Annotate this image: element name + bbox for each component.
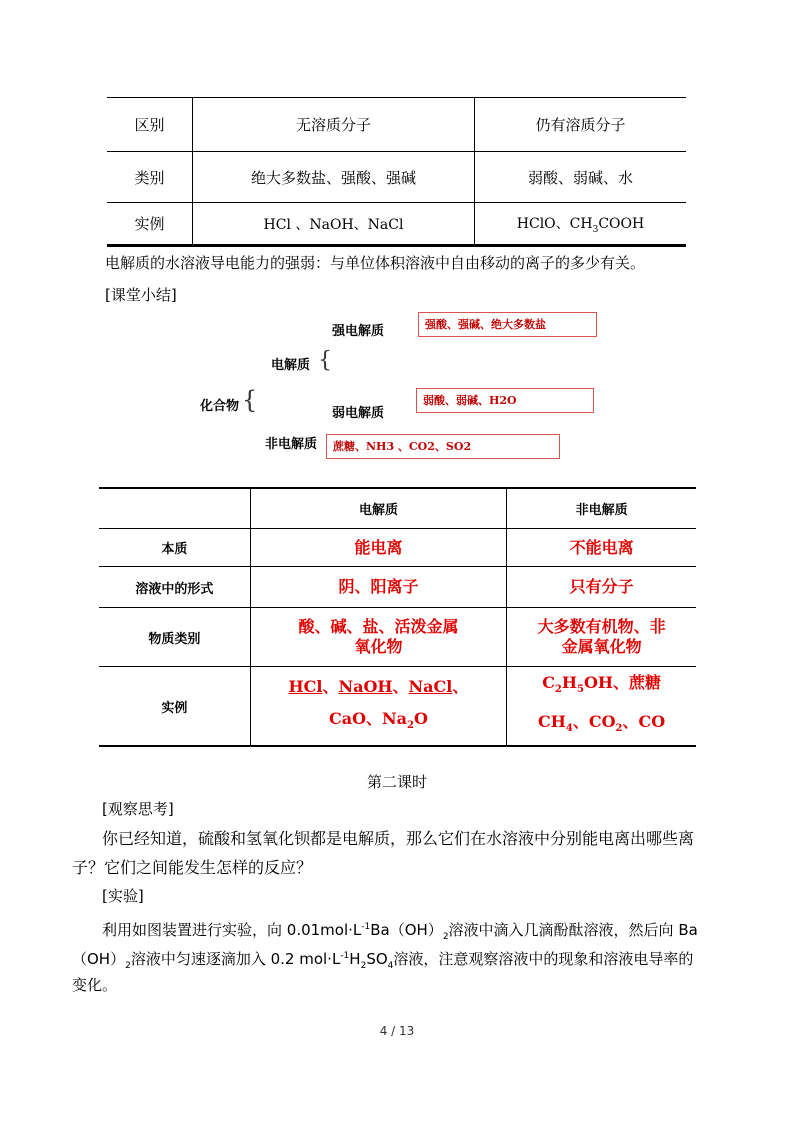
subscript: 2 <box>125 961 131 971</box>
table-cell: 绝大多数盐、强酸、强碱 <box>193 152 475 203</box>
table-cell: 能电离 <box>250 529 507 567</box>
subscript: 2 <box>407 719 414 731</box>
subscript: 4 <box>565 723 573 735</box>
table-cell: 电解质 <box>250 488 507 529</box>
brace-icon: { <box>318 348 332 373</box>
table-cell: 类别 <box>107 152 193 203</box>
table-cell: 物质类别 <box>99 608 250 667</box>
separator: 、 <box>392 676 409 696</box>
non-electrolyte-label: 非电解质 <box>265 437 318 452</box>
section-heading: [实验] <box>102 887 144 905</box>
text-run: SO <box>366 950 388 968</box>
text-run: 溶液中滴入几滴酚酞溶液，然后向 Ba <box>448 921 698 939</box>
formula-text: O <box>413 708 428 728</box>
cell-line: 氧化物 <box>354 637 403 656</box>
section-heading: [观察思考] <box>102 800 174 818</box>
formula-text: HCl <box>288 676 323 696</box>
table-cell: 弱酸、弱碱、水 <box>475 152 687 203</box>
subscript: 2 <box>442 932 449 942</box>
table-row <box>99 529 696 567</box>
table-cell: 只有分子 <box>507 567 696 608</box>
text-run: 利用如图装置进行实验，向 0.01mol·L <box>102 921 362 939</box>
formula-text: OH、蔗糖 <box>583 673 662 692</box>
subscript: 3 <box>592 224 599 235</box>
formula-text: NaCl <box>408 676 453 696</box>
formula-text: C <box>542 673 555 692</box>
table-cell: 仍有溶质分子 <box>475 98 687 152</box>
text-run: H <box>349 950 361 968</box>
table-row <box>99 488 696 529</box>
table-cell <box>507 667 696 747</box>
table-cell <box>99 488 250 529</box>
non-electrolyte-box: 蔗糖、NH3 、CO2、SO2 <box>326 434 560 459</box>
weak-electrolyte-box: 弱酸、弱碱、H2O <box>416 388 594 413</box>
table-cell: 区别 <box>107 98 193 152</box>
table-cell <box>250 608 507 667</box>
lesson-title: 第二课时 <box>366 773 427 791</box>
formula-text: CH <box>538 712 566 732</box>
table-cell: 实例 <box>107 203 193 246</box>
paragraph: 电解质的水溶液导电能力的强弱：与单位体积溶液中自由移动的离子的多少有关。 <box>105 254 646 272</box>
table-cell: 非电解质 <box>507 488 696 529</box>
paragraph-line: 变化。 <box>72 976 118 994</box>
table-cell <box>250 667 507 747</box>
superscript: -1 <box>340 951 350 961</box>
table-cell <box>475 203 687 246</box>
weak-electrolyte-label: 弱电解质 <box>332 406 385 421</box>
page-number: 4 / 13 <box>379 1024 415 1038</box>
text-run: 溶液中匀速逐滴加入 0.2 mol·L <box>130 950 341 968</box>
cell-line <box>507 667 696 706</box>
section-heading: [课堂小结] <box>105 286 177 304</box>
table-cell: 溶液中的形式 <box>99 567 250 608</box>
dissociation-comparison-table <box>107 97 686 247</box>
table-row <box>107 152 686 203</box>
formula-text: 、CO <box>572 712 616 732</box>
formula-text: H <box>561 673 578 692</box>
table-cell <box>507 608 696 667</box>
table-cell: 阴、阳离子 <box>250 567 507 608</box>
paragraph-line <box>72 946 693 976</box>
table-row <box>99 567 696 608</box>
table-row <box>107 203 686 246</box>
cell-line <box>251 703 507 742</box>
table-cell: HCl 、NaOH、NaCl <box>193 203 475 246</box>
separator: 、 <box>322 676 339 696</box>
paragraph-line: 你已经知道，硫酸和氢氧化钡都是电解质，那么它们在水溶液中分别能电离出哪些离 <box>102 829 695 848</box>
formula-text: COOH <box>598 215 645 232</box>
compound-label: 化合物 <box>200 399 240 414</box>
cell-line: 大多数有机物、非 <box>537 617 666 636</box>
subscript: 2 <box>554 684 562 696</box>
strong-electrolyte-label: 强电解质 <box>332 324 385 339</box>
formula-text: CaO、Na <box>328 708 408 728</box>
cell-line <box>507 706 696 745</box>
text-run: 溶液，注意观察溶液中的现象和溶液电导率的 <box>393 950 694 968</box>
cell-line <box>251 671 507 703</box>
paragraph-line <box>102 917 698 947</box>
formula-text: HClO、CH <box>516 215 593 232</box>
formula-text: NaOH <box>338 676 393 696</box>
table-cell: 不能电离 <box>507 529 696 567</box>
brace-icon: { <box>242 386 258 414</box>
text-run: （OH） <box>72 950 126 968</box>
cell-line: 金属氧化物 <box>561 637 642 656</box>
electrolyte-label: 电解质 <box>271 358 311 373</box>
subscript: 5 <box>577 684 584 696</box>
table-row <box>107 98 686 152</box>
subscript: 4 <box>387 961 394 971</box>
paragraph-line: 子？它们之间能发生怎样的反应？ <box>72 858 313 877</box>
table-row <box>99 667 696 747</box>
text-run: Ba（OH） <box>370 921 443 939</box>
table-cell: 本质 <box>99 529 250 567</box>
table-row <box>99 608 696 667</box>
strong-electrolyte-box: 强酸、强碱、绝大多数盐 <box>418 312 597 337</box>
electrolyte-comparison-table <box>99 487 696 747</box>
table-cell: 无溶质分子 <box>193 98 475 152</box>
table-cell: 实例 <box>99 667 250 747</box>
formula-text: 、CO <box>622 712 666 732</box>
cell-line: 酸、碱、盐、活泼金属 <box>298 617 459 636</box>
superscript: -1 <box>361 922 371 932</box>
subscript: 2 <box>615 723 623 735</box>
subscript: 2 <box>360 961 367 971</box>
separator: 、 <box>452 676 469 696</box>
